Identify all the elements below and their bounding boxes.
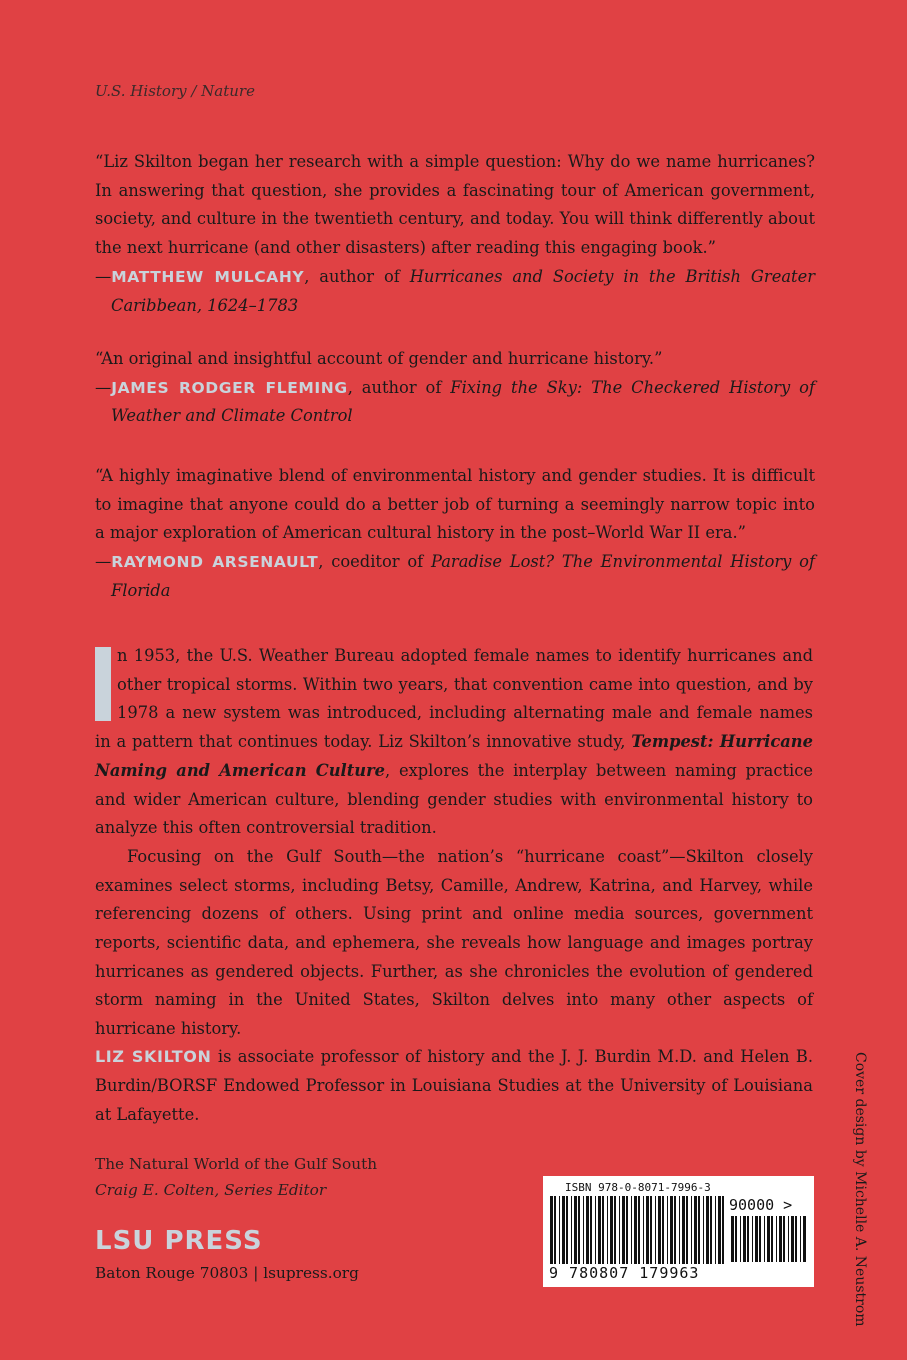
endorser-name: MATTHEW MULCAHY xyxy=(111,267,305,286)
book-title: Tempest: Hurricane Naming and American Culture xyxy=(95,732,813,780)
description-paragraph-1 xyxy=(95,642,813,843)
endorser-book: Fixing the Sky: The Checkered History of Weather and Climate Control xyxy=(111,377,815,426)
barcode-bar xyxy=(718,1196,721,1264)
barcode-bar xyxy=(550,1196,553,1264)
endorser-name: JAMES RODGER FLEMING xyxy=(111,378,348,397)
barcode-bar xyxy=(759,1216,761,1262)
author-bio-text: is associate professor of history and the J. J. Burdin M.D. and Helen B. Burdin/BORSF Endowed Professor in Louisiana Studies at the University of Louisiana at Lafayette. xyxy=(95,1047,813,1124)
barcode-bar xyxy=(583,1196,584,1264)
isbn-barcode xyxy=(543,1176,814,1287)
barcode-bar xyxy=(631,1196,632,1264)
endorser-book: Hurricanes and Society in the British Greater Caribbean, 1624–1783 xyxy=(111,266,816,315)
barcode-bar xyxy=(698,1196,700,1264)
barcode-bar xyxy=(674,1196,676,1264)
endorsement-attribution: —RAYMOND ARSENAULT, coeditor of Paradise Lost? The Environmental History of Florida xyxy=(95,552,816,600)
price-code: 90000 > xyxy=(729,1196,793,1214)
endorsement-1 xyxy=(95,148,815,320)
barcode-bar xyxy=(686,1196,688,1264)
barcode-bar xyxy=(571,1196,572,1264)
barcode-bar xyxy=(783,1216,785,1262)
barcode-bar xyxy=(658,1196,661,1264)
barcode-bar xyxy=(764,1216,765,1262)
publisher-address: Baton Rouge 70803 | lsupress.org xyxy=(95,1264,359,1282)
publisher-logo: LSU PRESS xyxy=(95,1226,263,1256)
cover-credit: Cover design by Michelle A. Neustrom xyxy=(852,1052,868,1327)
barcode-bar xyxy=(743,1216,746,1262)
endorsement-3 xyxy=(95,462,815,606)
endorsement-text: “Liz Skilton began her research with a simple question: Why do we name hurricanes? In answering that question, she provides a fascinating tour of American government, society, and culture in the twentieth century, and today. You will think differently about the next hurricane (and other disasters) after reading this engaging book.” xyxy=(95,152,815,258)
endorser-role: , author of xyxy=(304,266,410,286)
endorser-role: , author of xyxy=(347,377,451,397)
series-title: The Natural World of the Gulf South xyxy=(95,1155,378,1173)
barcode-bar xyxy=(610,1196,613,1264)
barcode-bar xyxy=(691,1196,692,1264)
description-paragraph-2: Focusing on the Gulf South—the nation’s “hurricane coast”—Skilton closely examines select storms, including Betsy, Camille, Andrew, Katrina, and Harvey, while referencing dozens of others. Using print and online media sources, government reports, scientific data, and ephemera, she reveals how language and images portray hurricanes as gendered objects. Further, as she chronicles the evolution of gendered storm naming in the United States, Skilton delves into many other aspects of hurricane history. xyxy=(95,846,813,1039)
barcode-bar xyxy=(735,1216,737,1262)
barcode-bar xyxy=(662,1196,664,1264)
barcode-bar xyxy=(740,1216,741,1262)
barcode-bar xyxy=(598,1196,601,1264)
barcode-bar xyxy=(614,1196,616,1264)
barcode-bar xyxy=(776,1216,777,1262)
book-description xyxy=(95,642,813,1044)
barcode-bar xyxy=(655,1196,656,1264)
endorsement-2 xyxy=(95,345,815,431)
barcode-bar xyxy=(771,1216,773,1262)
category-label: U.S. History / Nature xyxy=(95,82,255,100)
author-bio xyxy=(95,1042,813,1129)
endorser-book: Paradise Lost? The Environmental History of Florida xyxy=(111,552,816,600)
barcode-bar xyxy=(779,1216,782,1262)
barcode-bars xyxy=(550,1196,725,1264)
barcode-bar xyxy=(602,1196,604,1264)
barcode-bar xyxy=(731,1216,734,1262)
barcode-bar xyxy=(626,1196,628,1264)
barcode-bar xyxy=(638,1196,640,1264)
barcode-bar xyxy=(679,1196,680,1264)
barcode-bar xyxy=(703,1196,704,1264)
isbn-label: ISBN 978-0-8071-7996-3 xyxy=(565,1181,711,1194)
barcode-bar xyxy=(574,1196,577,1264)
barcode-bar xyxy=(791,1216,794,1262)
barcode-bar xyxy=(800,1216,801,1262)
endorsement-text: “An original and insightful account of gender and hurricane history.” xyxy=(95,349,663,368)
barcode-bar xyxy=(650,1196,652,1264)
endorser-name: RAYMOND ARSENAULT xyxy=(111,553,319,572)
price-barcode-bars xyxy=(731,1216,807,1262)
barcode-bar xyxy=(710,1196,712,1264)
barcode-bar xyxy=(667,1196,668,1264)
barcode-bar xyxy=(607,1196,608,1264)
barcode-bar xyxy=(562,1196,565,1264)
barcode-bar xyxy=(643,1196,644,1264)
author-name: LIZ SKILTON xyxy=(95,1047,212,1066)
endorsement-attribution: —JAMES RODGER FLEMING, author of Fixing the Sky: The Checkered History of Weather and Climate Control xyxy=(95,377,815,426)
barcode-bar xyxy=(795,1216,797,1262)
barcode-bar xyxy=(752,1216,753,1262)
barcode-bar xyxy=(715,1196,716,1264)
barcode-bar xyxy=(595,1196,596,1264)
barcode-bar xyxy=(788,1216,789,1262)
barcode-bar xyxy=(578,1196,580,1264)
endorsement-text: “A highly imaginative blend of environmental history and gender studies. It is difficult to imagine that anyone could do a better job of turning a seemingly narrow topic into a major exploration of American cultural history in the post–World War II era.” xyxy=(95,466,815,543)
barcode-bar xyxy=(682,1196,685,1264)
barcode-bar xyxy=(670,1196,673,1264)
series-editor: Craig E. Colten, Series Editor xyxy=(95,1181,327,1199)
barcode-bar xyxy=(554,1196,556,1264)
barcode-bar xyxy=(586,1196,589,1264)
barcode-bar xyxy=(619,1196,620,1264)
barcode-bar xyxy=(706,1196,709,1264)
dropcap-i-ornament xyxy=(95,647,111,721)
barcode-bar xyxy=(767,1216,770,1262)
barcode-bar xyxy=(559,1196,560,1264)
series-info xyxy=(95,1151,377,1203)
barcode-bar xyxy=(722,1196,724,1264)
barcode-bar xyxy=(755,1216,758,1262)
barcode-bar xyxy=(622,1196,625,1264)
isbn-digits: 9 780807 179963 xyxy=(549,1264,700,1282)
description-text: , explores the interplay between naming practice and wider American culture, blending gender studies with environmental history to analyze this often controversial tradition. xyxy=(95,760,813,838)
barcode-bar xyxy=(634,1196,637,1264)
endorser-role: , coeditor of xyxy=(318,552,431,572)
barcode-bar xyxy=(590,1196,592,1264)
description-text: n 1953, the U.S. Weather Bureau adopted female names to identify hurricanes and other tropical storms. Within two years, that convention came into question, and by 1978 a new system was introduced, including alternating male and female names in a pattern that continues today. Liz Skilton’s innovative study, xyxy=(95,646,813,752)
endorsement-attribution: —MATTHEW MULCAHY, author of Hurricanes and Society in the British Greater Caribbean, 1624–1783 xyxy=(95,266,816,315)
barcode-bar xyxy=(646,1196,649,1264)
barcode-bar xyxy=(694,1196,697,1264)
barcode-bar xyxy=(803,1216,806,1262)
barcode-bar xyxy=(747,1216,749,1262)
barcode-bar xyxy=(566,1196,568,1264)
